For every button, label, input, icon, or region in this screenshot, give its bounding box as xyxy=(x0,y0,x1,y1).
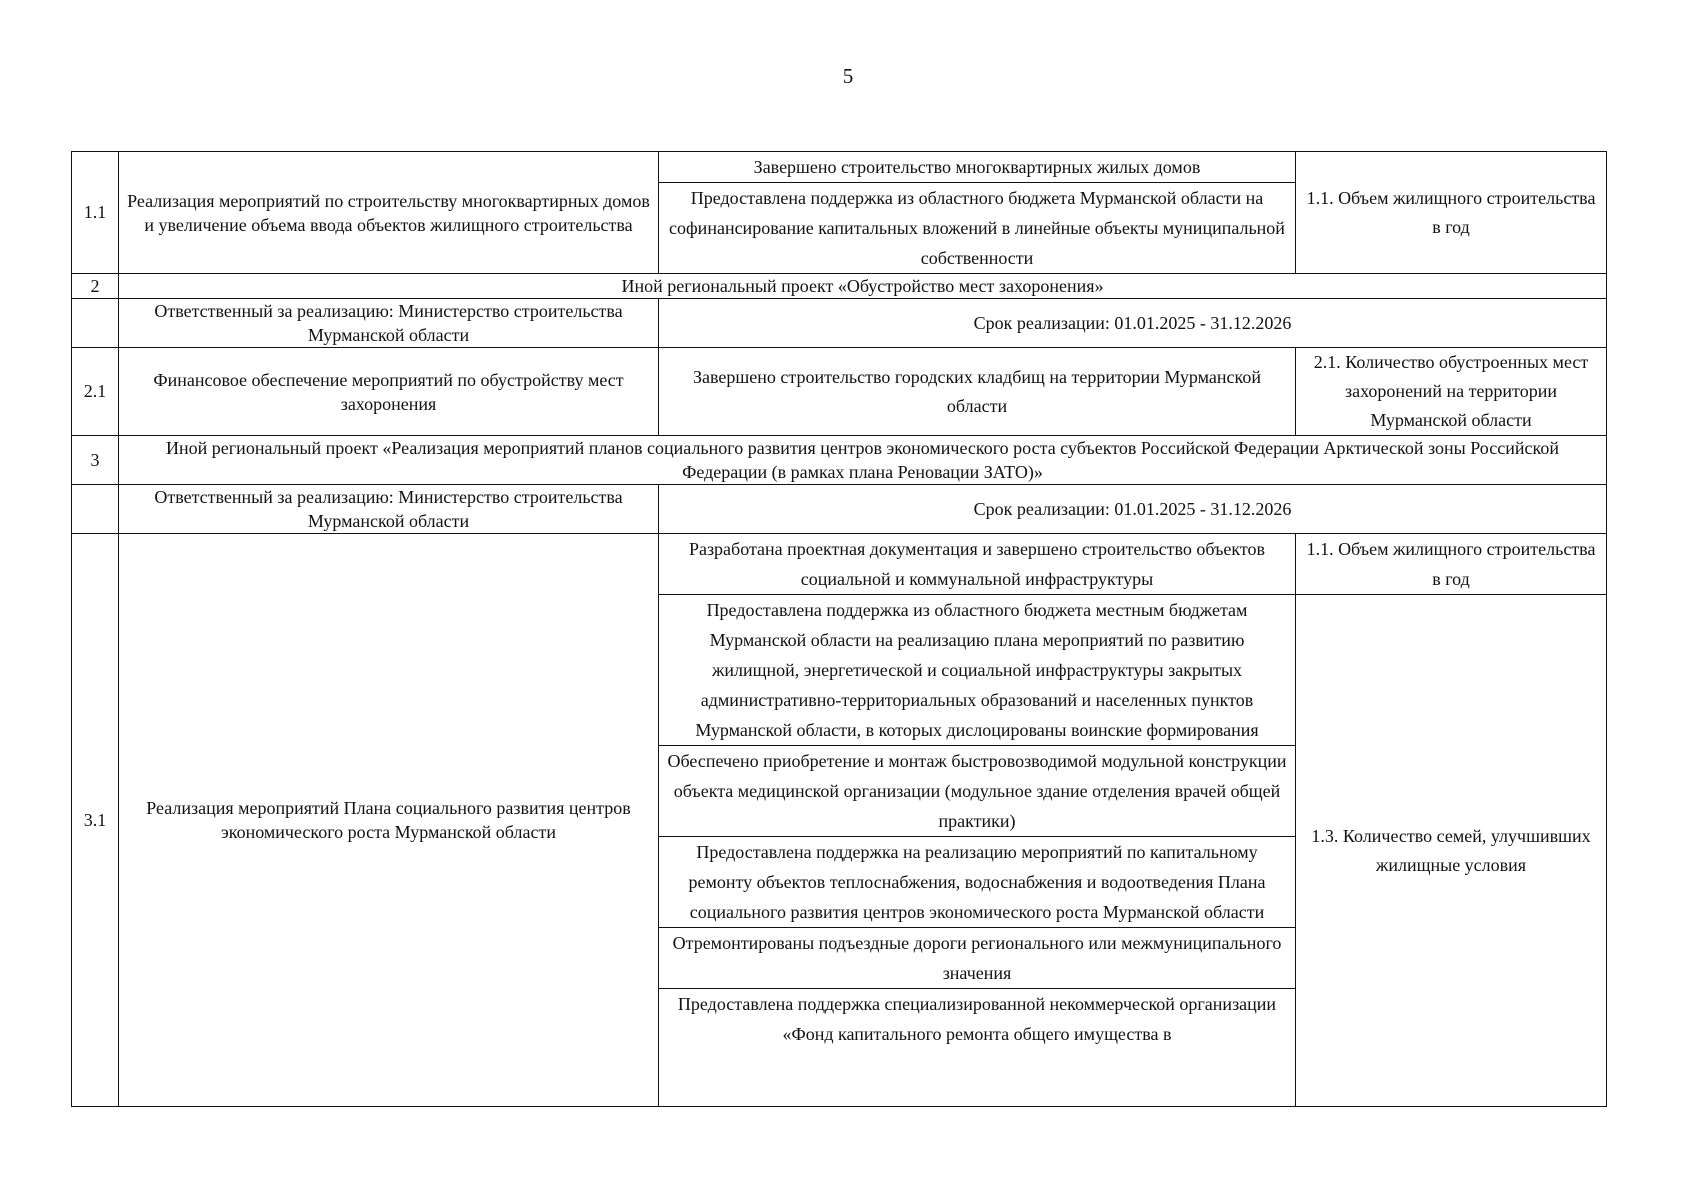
row-number: 2 xyxy=(72,274,119,299)
result-item: Предоставлена поддержка на реализацию мероприятий по капитальному ремонту объектов теплоснабжения, водоснабжения и водоотведения Плана социального развития центров экономического роста Мурманской области xyxy=(659,837,1295,928)
indicator-cell: 1.1. Объем жилищного строительства в год xyxy=(1296,152,1607,274)
results-cell xyxy=(659,534,1296,1107)
project-title: Иной региональный проект «Обустройство мест захоронения» xyxy=(119,274,1607,299)
row-number: 1.1 xyxy=(72,152,119,274)
indicator-split xyxy=(1296,534,1606,1106)
task-cell: Финансовое обеспечение мероприятий по обустройству мест захоронения xyxy=(119,348,659,436)
result-item: Завершено строительство многоквартирных жилых домов xyxy=(659,152,1295,183)
measures-table xyxy=(71,151,1607,1107)
indicator-cell: 2.1. Количество обустроенных мест захоронений на территории Мурманской области xyxy=(1296,348,1607,436)
table-row xyxy=(72,274,1607,299)
result-cell: Завершено строительство городских кладбищ на территории Мурманской области xyxy=(659,348,1296,436)
responsible-cell: Ответственный за реализацию: Министерство строительства Мурманской области xyxy=(119,299,659,348)
term-cell: Срок реализации: 01.01.2025 - 31.12.2026 xyxy=(659,485,1607,534)
empty-cell xyxy=(72,485,119,534)
table-row xyxy=(72,299,1607,348)
task-cell: Реализация мероприятий Плана социального развития центров экономического роста Мурманской области xyxy=(119,534,659,1107)
responsible-cell: Ответственный за реализацию: Министерство строительства Мурманской области xyxy=(119,485,659,534)
result-item: Отремонтированы подъездные дороги регионального или межмуниципального значения xyxy=(659,928,1295,989)
result-item: Предоставлена поддержка из областного бюджета Мурманской области на софинансирование капитальных вложений в линейные объекты муниципальной собственности xyxy=(669,188,1285,268)
table-row xyxy=(72,436,1607,485)
table-row xyxy=(72,485,1607,534)
row-number: 2.1 xyxy=(72,348,119,436)
indicator-cell xyxy=(1296,534,1607,1107)
table-row xyxy=(72,152,1607,274)
page-number: 5 xyxy=(842,64,854,88)
project-title: Иной региональный проект «Реализация мероприятий планов социального развития центров экономического роста субъектов Российской Федерации Арктической зоны Российской Федерации (в рамках плана Реновации ЗАТО)» xyxy=(119,436,1607,485)
indicator-bottom: 1.3. Количество семей, улучшивших жилищные условия xyxy=(1311,825,1591,875)
result-item: Обеспечено приобретение и монтаж быстровозводимой модульной конструкции объекта медицинской организации (модульное здание отделения врачей общей практики) xyxy=(659,746,1295,837)
result-item: Предоставлена поддержка из областного бюджета местным бюджетам Мурманской области на реализацию плана мероприятий по развитию жилищной, энергетической и социальной инфраструктуры закрытых административно-территориальных образований и населенных пунктов Мурманской области, в которых дислоцированы воинские формирования xyxy=(659,595,1295,746)
result-item: Разработана проектная документация и завершено строительство объектов социальной и коммунальной инфраструктуры xyxy=(659,534,1295,595)
result-item: Предоставлена поддержка специализированной некоммерческой организации «Фонд капитального ремонта общего имущества в xyxy=(677,994,1277,1044)
task-cell: Реализация мероприятий по строительству многоквартирных домов и увеличение объема ввода объектов жилищного строительства xyxy=(119,152,659,274)
empty-cell xyxy=(72,299,119,348)
table-row xyxy=(72,348,1607,436)
table-row xyxy=(72,534,1607,1107)
row-number: 3 xyxy=(72,436,119,485)
indicator-top: 1.1. Объем жилищного строительства в год xyxy=(1296,534,1606,595)
term-cell: Срок реализации: 01.01.2025 - 31.12.2026 xyxy=(659,299,1607,348)
row-number: 3.1 xyxy=(72,534,119,1107)
results-cell xyxy=(659,152,1296,274)
